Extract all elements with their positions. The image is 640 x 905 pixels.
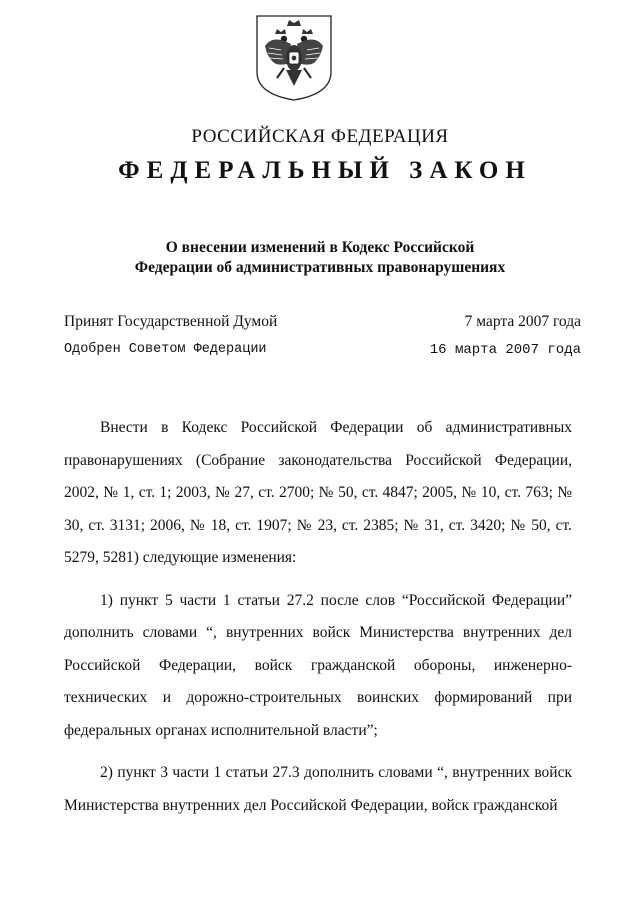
document-type: ФЕДЕРАЛЬНЫЙ ЗАКОН — [118, 157, 532, 184]
body-intro-paragraph: Внести в Кодекс Российской Федерации об административных правонарушениях (Собрание законодательства Российской Федерации, 2002, № 1, ст. 1; 2003, № 27, ст. 2700; № 50, ст. 4847; 2005, № 10, ст. 763; № 30, ст. 3131; 2006, № 18, ст. 1907; № 23, ст. 2385; № 31, ст. 3420; № 50, ст. 5279, 5281) следующие изменения: — [64, 419, 572, 566]
law-title-line-2: Федерации об административных правонарушениях — [134, 259, 506, 276]
law-body — [64, 412, 572, 822]
law-title — [0, 238, 640, 278]
law-title-line-1: О внесении изменений в Кодекс Российской — [165, 239, 475, 256]
adoption-duma — [64, 313, 581, 331]
duma-date: 7 марта 2007 года — [464, 313, 581, 330]
duma-label: Принят Государственной Думой — [64, 313, 278, 330]
body-item-1: 1) пункт 5 части 1 статьи 27.2 после слов “Российской Федерации” дополнить словами “, внутренних войск Министерства внутренних дел Российской Федерации, войск гражданской обороны, инженерно-технических и дорожно-строительных воинских формирований при федеральных органах исполнительной власти”; — [64, 591, 572, 739]
adoption-council — [64, 342, 581, 358]
council-label: Одобрен Советом Федерации — [64, 342, 267, 357]
coat-of-arms-icon — [251, 12, 337, 102]
country-name: РОССИЙСКАЯ ФЕДЕРАЦИЯ — [191, 126, 449, 147]
council-date: 16 марта 2007 года — [429, 342, 581, 358]
body-item-2: 2) пункт 3 части 1 статьи 27.3 дополнить словами “, внутренних войск Министерства внутренних дел Российской Федерации, войск гражданской — [64, 764, 572, 814]
